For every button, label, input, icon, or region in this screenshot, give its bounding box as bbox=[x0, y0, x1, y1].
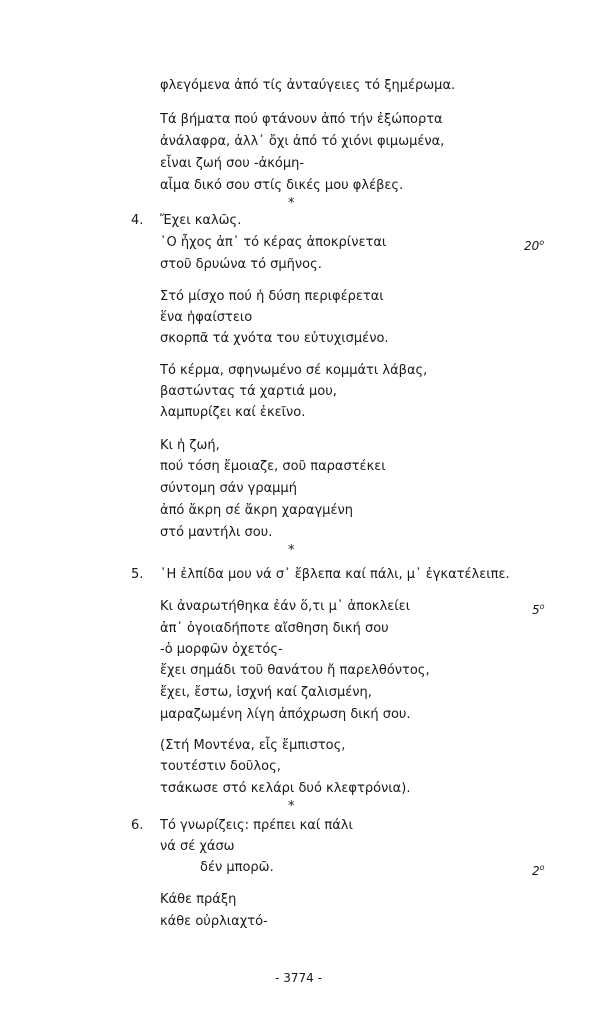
poem-line: Στό μίσχο πού ἡ δύση περιφέρεται bbox=[160, 289, 384, 304]
poem-line: ῾Ο ἦχος ἀπ᾽ τό κέρας ἀποκρίνεται bbox=[160, 235, 387, 250]
section-separator: * bbox=[288, 196, 295, 211]
section-separator: * bbox=[288, 543, 295, 558]
poem-line: Κι ἡ ζωή, bbox=[160, 438, 220, 453]
poem-line: ἕνα ἡφαίστειο bbox=[160, 310, 253, 325]
poem-line: τσάκωσε στό κελάρι δυό κλεφτρόνια). bbox=[160, 781, 411, 796]
line-number-note: $20^o$ bbox=[524, 238, 545, 253]
poem-line: κάθε οὐρλιαχτό- bbox=[160, 914, 268, 929]
poem-line: στό μαντήλι σου. bbox=[160, 525, 273, 540]
poem-line: Κάθε πράξη bbox=[160, 892, 237, 907]
poem-line: λαμπυρίζει καί ἐκεῖνο. bbox=[160, 405, 306, 420]
poem-line: Τό γνωρίζεις: πρέπει καί πάλι bbox=[160, 818, 353, 833]
poem-line: ἀνάλαφρα, ἀλλ᾽ ὄχι ἀπό τό χιόνι φιμωμένα, bbox=[160, 134, 445, 149]
section-number: 5. bbox=[131, 567, 144, 582]
poem-line: ἔχει, ἔστω, ἰσχνή καί ζαλισμένη, bbox=[160, 685, 372, 700]
poem-line: Κι ἀναρωτήθηκα ἐάν ὅ,τι μ᾽ ἀποκλείει bbox=[160, 599, 411, 614]
poem-line: δέν μπορῶ. bbox=[200, 860, 274, 875]
poem-line: ῾Η ἐλπίδα μου νά σ᾽ ἔβλεπα καί πάλι, μ᾽ ἐγκατέλειπε. bbox=[160, 567, 510, 582]
poem-line: βαστώντας τά χαρτιά μου, bbox=[160, 384, 337, 399]
section-separator: * bbox=[288, 799, 295, 814]
poem-line: σκορπᾶ τά χνότα του εὐτυχισμένο. bbox=[160, 331, 389, 346]
section-number: 6. bbox=[131, 818, 144, 833]
poem-line: -ὁ μορφῶν ὀχετός- bbox=[160, 642, 283, 657]
section-number: 4. bbox=[131, 213, 144, 228]
poem-line: στοῦ δρυώνα τό σμῆνος. bbox=[160, 257, 322, 272]
poem-line: μαραζωμένη λίγη ἀπόχρωση δική σου. bbox=[160, 707, 411, 722]
poem-line: (Στή Μοντένα, εἷς ἔμπιστος, bbox=[160, 738, 346, 753]
poem-line: φλεγόμενα ἀπό τίς ἀνταύγειες τό ξημέρωμα. bbox=[160, 78, 456, 93]
poem-line: ἀπ᾽ ὁγοιαδήποτε αἴσθηση δική σου bbox=[160, 621, 389, 636]
poem-line: αἷμα δικό σου στίς δικές μου φλέβες. bbox=[160, 178, 404, 193]
line-number-note: $5^o$ bbox=[532, 602, 545, 617]
poem-line: σύντομη σάν γραμμή bbox=[160, 481, 297, 496]
poem-line: Ἔχει καλῶς. bbox=[160, 213, 242, 228]
poem-line: Τά βήματα πού φτάνουν ἀπό τήν ἐξώπορτα bbox=[160, 112, 443, 127]
poem-line: Τό κέρμα, σφηνωμένο σέ κομμάτι λάβας, bbox=[160, 363, 428, 378]
page-number: - 3774 - bbox=[275, 971, 322, 985]
poem-line: εἶναι ζωή σου -ἀκόμη- bbox=[160, 156, 305, 171]
poem-line: νά σέ χάσω bbox=[160, 839, 235, 854]
poem-line: ἔχει σημάδι τοῦ θανάτου ἤ παρελθόντος, bbox=[160, 663, 430, 678]
poem-line: ἀπό ἄκρη σέ ἄκρη χαραγμένη bbox=[160, 503, 353, 518]
line-number-note: $2^o$ bbox=[532, 863, 545, 878]
poem-line: πού τόση ἔμοιαζε, σοῦ παραστέκει bbox=[160, 459, 386, 474]
poem-line: τουτέστιν δοῦλος, bbox=[160, 759, 281, 774]
